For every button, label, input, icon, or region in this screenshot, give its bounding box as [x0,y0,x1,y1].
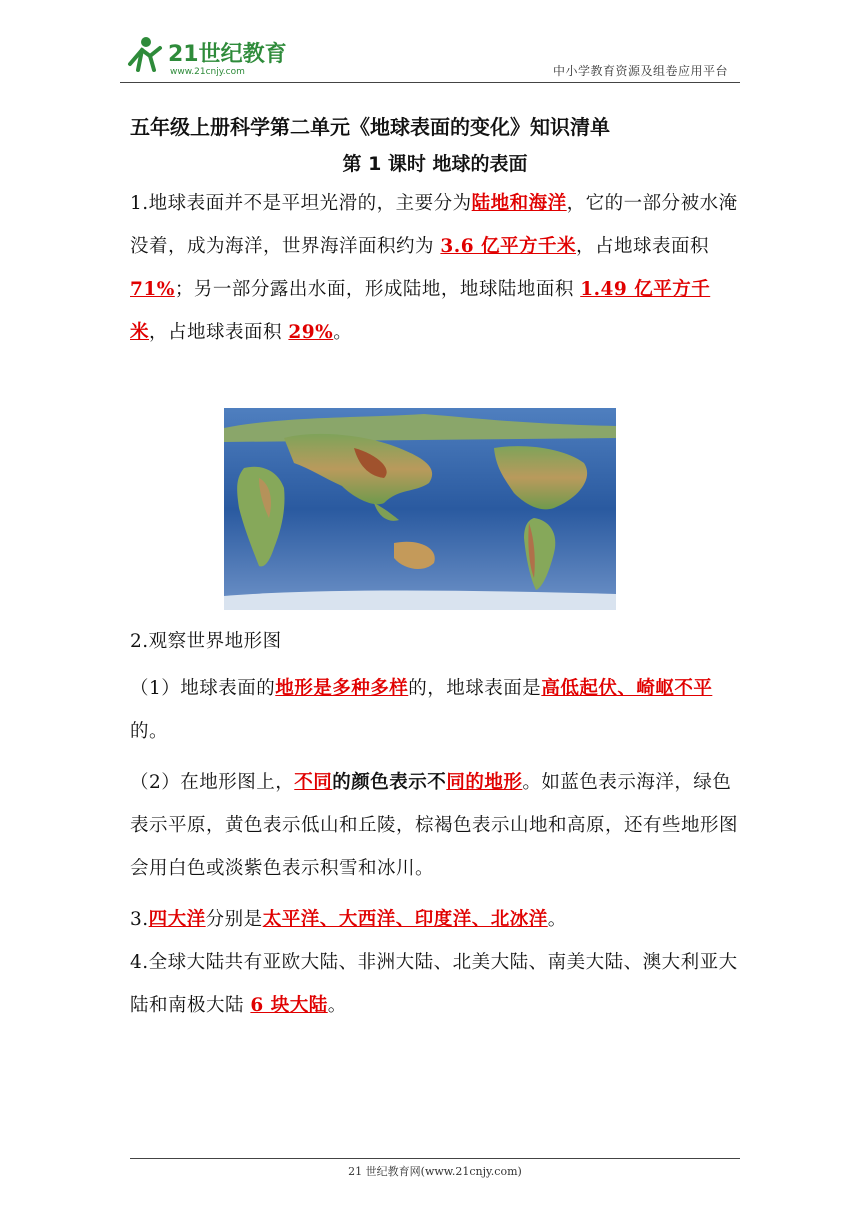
paragraph-2-heading: 2.观察世界地形图 [130,631,282,652]
p2b-text-2: 。如蓝色表示海洋，绿色表示平原，黄色表示低山和丘陵，棕褐色表示山地和高原，还有些地形图会用白色或淡紫色表示积雪和冰川。 [130,772,739,879]
footer-divider [130,1158,740,1159]
world-topographic-map [224,408,616,610]
p2a-text-2: 的，地球表面是 [408,678,542,699]
p1-text-4: ；另一部分露出水面，形成陆地，地球陆地面积 [174,279,581,300]
p1-text-5: ，占地球表面积 [149,322,289,343]
svg-text:21世纪教育: 21世纪教育 [168,42,287,67]
document-title: 五年级上册科学第二单元《地球表面的变化》知识清单 [130,115,610,139]
site-tagline: 中小学教育资源及组卷应用平台 [552,64,728,78]
runner-logo-icon [120,30,300,80]
p1-highlight-1: 陆地和海洋 [471,193,567,214]
p2a-highlight-2: 高低起伏、崎岖不平 [541,678,713,699]
p1-highlight-3: 71% [130,279,175,300]
paragraph-3 [130,898,740,941]
paragraph-2b [130,761,740,890]
world-map-image [224,408,616,610]
p1-highlight-4: 1.49 亿平方千米 [130,279,711,343]
footer-link[interactable]: 21 世纪教育网(www.21cnjy.com) [348,1165,522,1178]
paragraph-1 [130,182,740,354]
p2b-highlight-1: 不同 [294,772,333,793]
paragraph-4 [130,941,740,1027]
page-header [120,30,740,80]
svg-text:www.21cnjy.com: www.21cnjy.com [170,67,245,77]
site-logo[interactable] [120,30,300,80]
p3-text-3: 。 [547,909,567,930]
document-body [130,108,740,1027]
p1-text-2: ，它的一部分被水淹没着，成为海洋，世界海洋面积约为 [130,193,738,257]
p1-text-3: ，占地球表面积 [576,236,710,257]
p2a-text-1: （1）地球表面的 [130,678,276,699]
paragraph-2a [130,667,740,753]
p3-text-2: 分别是 [205,909,263,930]
p1-highlight-2: 3.6 亿平方千米 [440,236,577,257]
p2b-bold-1: 的颜色表示不 [332,772,447,793]
p2a-text-3: 的。 [130,721,169,742]
p3-highlight-2: 太平洋、大西洋、印度洋、北冰洋 [262,909,548,930]
header-divider [120,82,740,83]
p1-highlight-5: 29% [288,322,334,343]
p2b-text-1: （2）在地形图上， [130,772,295,793]
p2b-highlight-2: 同的地形 [446,772,523,793]
p4-text-1: 4.全球大陆共有亚欧大陆、非洲大陆、北美大陆、南美大陆、澳大利亚大陆和南极大陆 [130,952,738,1016]
p4-text-2: 。 [327,995,347,1016]
p3-text-1: 3. [130,909,149,930]
p4-highlight-1: 6 块大陆 [250,995,328,1016]
page-footer [130,1158,740,1179]
p3-highlight-1: 四大洋 [148,909,206,930]
p1-text-1: 1.地球表面并不是平坦光滑的，主要分为 [130,193,472,214]
lesson-title: 第 1 课时 地球的表面 [342,153,528,175]
p2a-highlight-1: 地形是多种多样 [275,678,409,699]
p1-text-6: 。 [333,322,353,343]
